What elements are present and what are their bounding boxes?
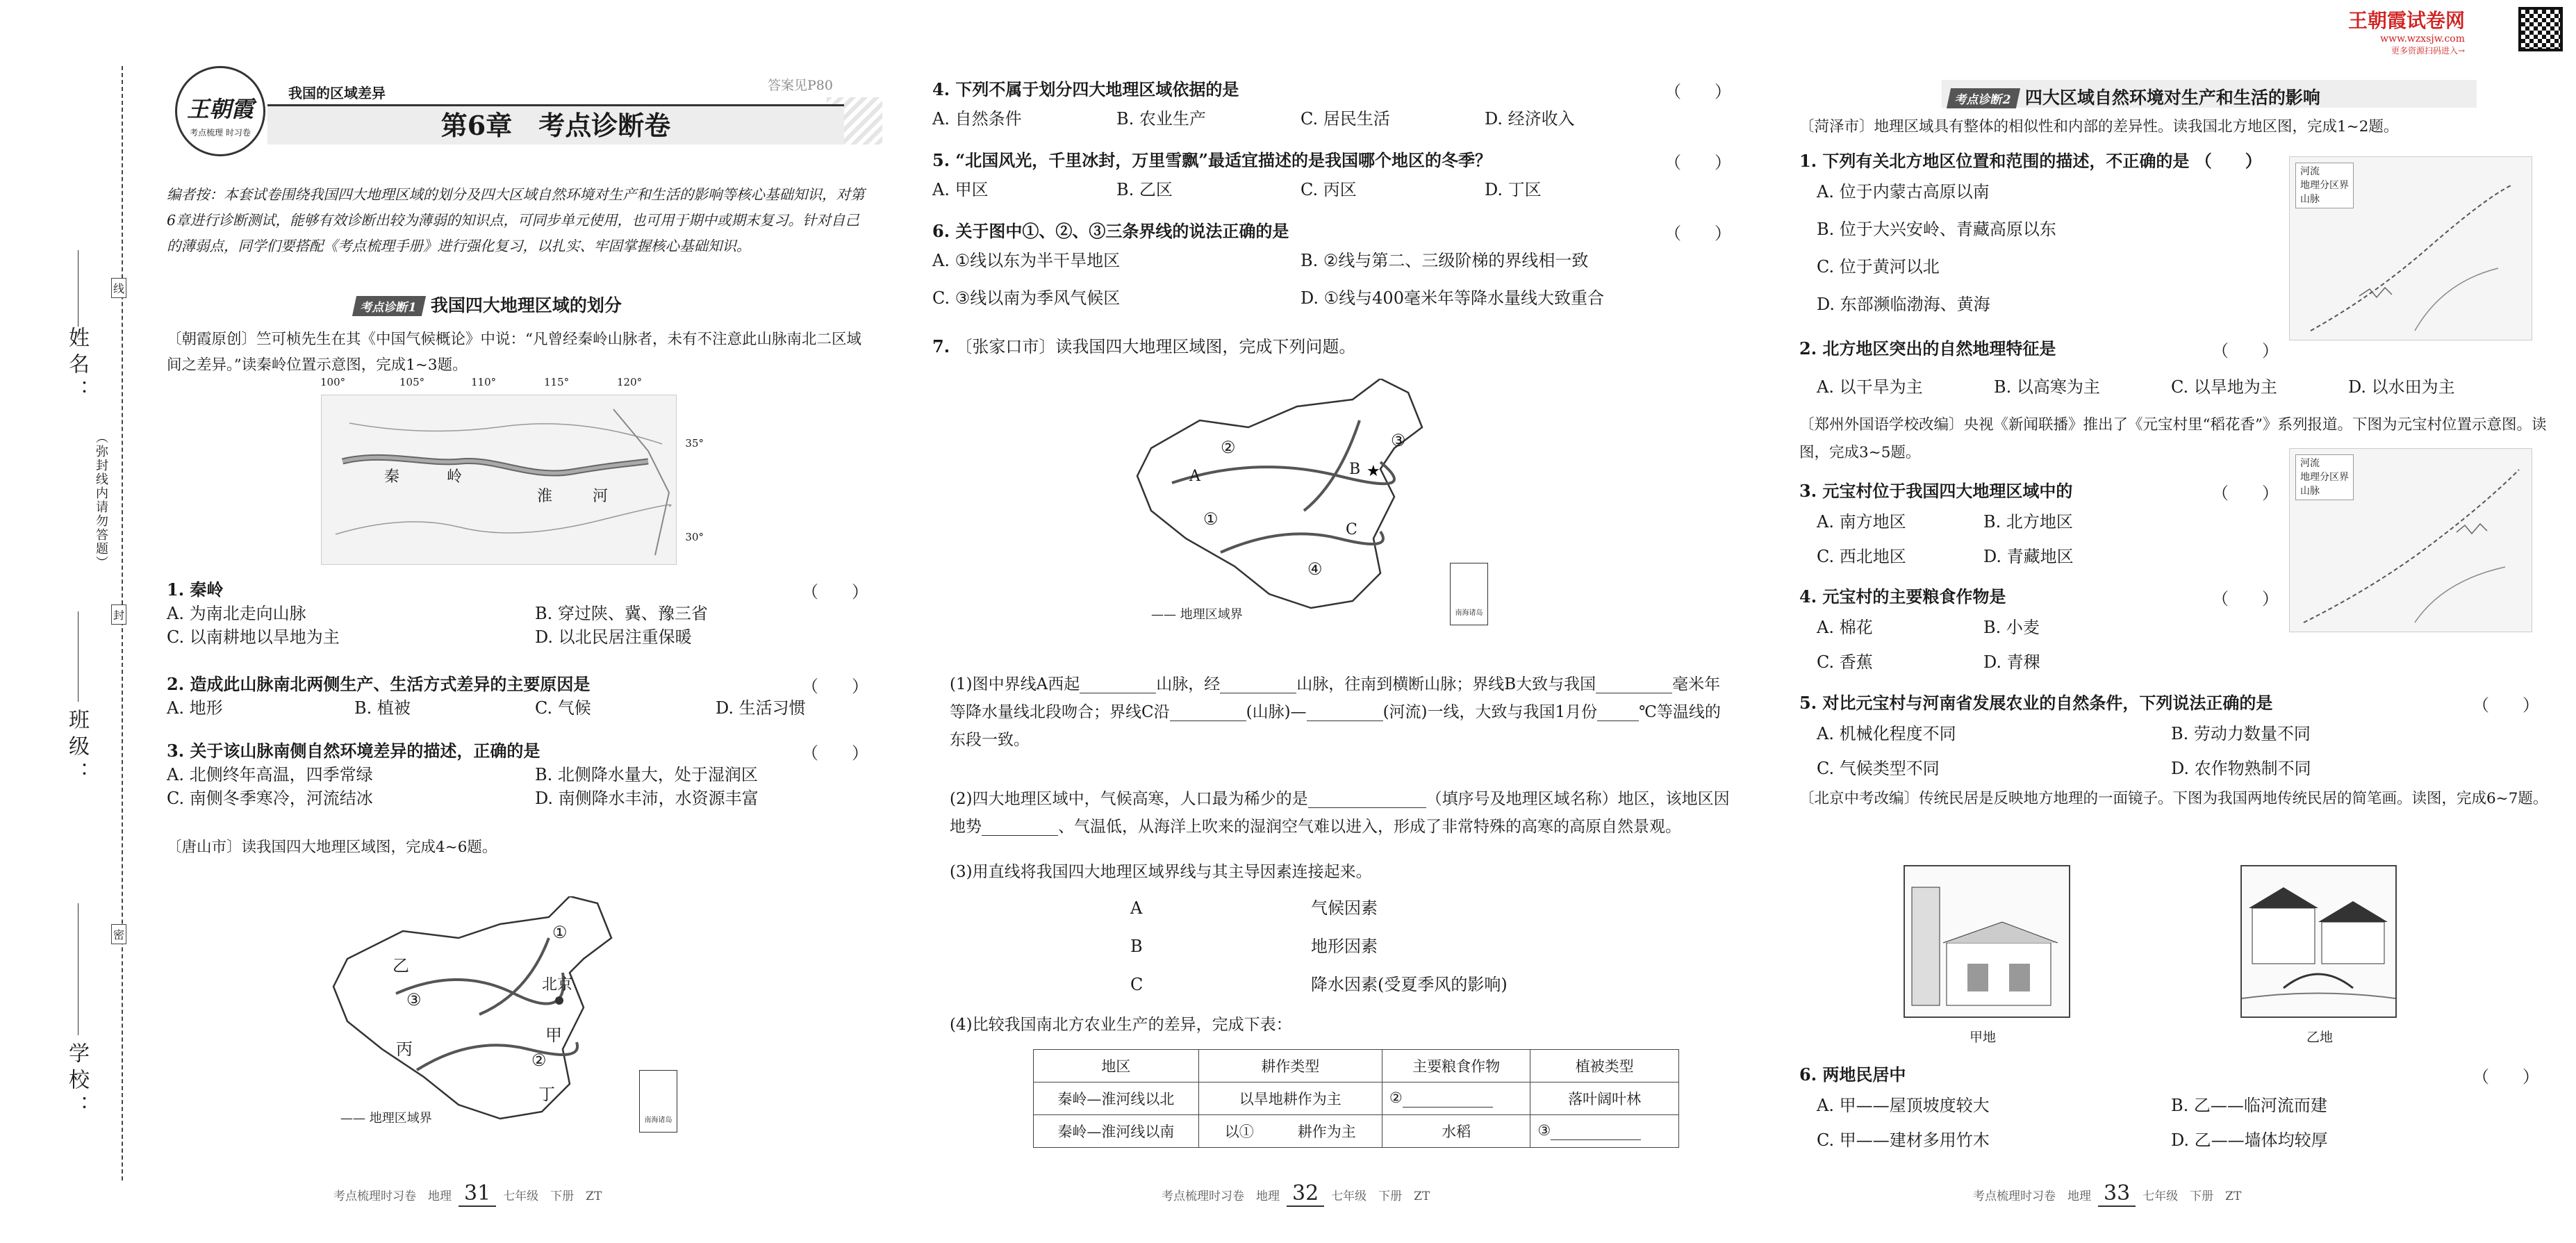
lon-100: 100° xyxy=(320,376,346,388)
table-cell: 秦岭—淮河线以北 xyxy=(1034,1083,1199,1115)
match-right-1[interactable]: 气候因素 xyxy=(1311,898,1378,918)
school-field[interactable] xyxy=(78,903,79,1035)
q4-option-b[interactable]: B. 农业生产 xyxy=(1116,109,1206,129)
table-cell: 秦岭—淮河线以南 xyxy=(1034,1115,1199,1148)
q7-sub1-part2: 山脉，经 xyxy=(1156,675,1221,693)
footer-32-right: 七年级 下册 ZT xyxy=(1331,1190,1430,1203)
q7-blank-7[interactable] xyxy=(1308,791,1426,808)
chapter-title: 第6章 考点诊断卷 xyxy=(440,110,671,141)
match-left-A[interactable]: A xyxy=(1130,898,1143,918)
p3-q5-option-c[interactable]: C. 气候类型不同 xyxy=(1817,759,1940,778)
page-31 xyxy=(0,0,891,1243)
table-header: 主要粮食作物 xyxy=(1382,1050,1530,1083)
p3-q1-stem: 下列有关北方地区位置和范围的描述，不正确的是 xyxy=(1822,151,2190,171)
table-row xyxy=(1034,1083,1679,1115)
table-header: 耕作类型 xyxy=(1198,1050,1382,1083)
footer-33-page: 33 xyxy=(2098,1181,2136,1207)
qinling-map-figure xyxy=(322,395,677,566)
q2-stem: 造成此山脉南北两侧生产、生活方式差异的主要原因是 xyxy=(190,674,591,694)
footer-32-page: 32 xyxy=(1287,1181,1324,1207)
p3-q2-option-c[interactable]: C. 以旱地为主 xyxy=(2171,377,2277,397)
p3-q3-stem: 元宝村位于我国四大地理区域中的 xyxy=(1822,481,2073,501)
brand-name: 王朝霞 xyxy=(186,96,254,122)
q1-option-c[interactable]: C. 以南耕地以旱地为主 xyxy=(167,627,340,647)
footer-31 xyxy=(333,1181,602,1207)
map2-label-yi: 乙 xyxy=(393,956,409,976)
question-6 xyxy=(932,220,1731,324)
footer-33-left: 考点梳理时习卷 地理 xyxy=(1973,1190,2091,1203)
china-outline-2 xyxy=(1130,379,1492,643)
page-33 xyxy=(1765,0,2576,1243)
q6-num: 6. xyxy=(932,221,950,241)
p3-q3-num: 3. xyxy=(1799,481,1817,501)
q5-option-a[interactable]: A. 甲区 xyxy=(932,180,989,199)
brand-tag-2: 时习卷 xyxy=(225,128,251,138)
map3-inset: 南海诸岛 xyxy=(1450,563,1488,625)
p3-q4-answer-paren[interactable]: （ ） xyxy=(2212,589,2279,609)
q2-num: 2. xyxy=(167,674,185,694)
map3-legend: —— 地理区域界 xyxy=(1151,607,1243,622)
p3-q5-stem: 对比元宝村与河南省发展农业的自然条件，下列说法正确的是 xyxy=(1822,693,2273,713)
map3-label-B: B xyxy=(1349,461,1361,478)
class-field[interactable] xyxy=(78,611,79,702)
q2-option-c[interactable]: C. 气候 xyxy=(535,698,591,718)
q5-num: 5. xyxy=(932,150,950,170)
p3-q4-option-a[interactable]: A. 棉花 xyxy=(1817,618,1873,637)
q7-blank-3[interactable] xyxy=(1596,677,1672,693)
q7-blank-5[interactable] xyxy=(1307,705,1383,721)
p3-question-5 xyxy=(1799,691,2539,784)
table-cell[interactable]: 以① 耕作为主 xyxy=(1198,1115,1382,1148)
house-jia-figure xyxy=(1905,866,2069,1016)
map3-label-C: C xyxy=(1346,521,1357,538)
footer-31-left: 考点梳理时习卷 地理 xyxy=(333,1190,452,1203)
intro-p3b: 〔郑州外国语学校改编〕央视《新闻联播》推出了《元宝村里“稻花香”》系列报道。下图为元宝村位置示意图。读图，完成3~5题。 xyxy=(1799,416,2547,461)
legend-river: 河流 xyxy=(2300,458,2320,469)
q7-blank-1[interactable] xyxy=(1080,677,1156,693)
p3-question-2 xyxy=(1799,337,2279,361)
lon-120: 120° xyxy=(617,376,643,388)
q7-sub2-part1: (2)四大地理区域中，气候高寒，人口最为稀少的是 xyxy=(950,790,1308,808)
p3-q6-option-c[interactable]: C. 甲——建材多用竹木 xyxy=(1817,1130,1990,1150)
q7-sub1-part1: (1)图中界线A西起 xyxy=(950,675,1080,693)
q3-stem: 关于该山脉南侧自然环境差异的描述，正确的是 xyxy=(190,741,540,761)
table-header: 地区 xyxy=(1034,1050,1199,1083)
q5-stem: “北国风光，千里冰封，万里雪飘”最适宜描述的是我国哪个地区的冬季？ xyxy=(955,150,1492,170)
brand-tag-1: 考点梳理 xyxy=(190,128,224,138)
p3-q1-option-c[interactable]: C. 位于黄河以北 xyxy=(1817,257,1940,277)
map2-legend-text: 地理区域界 xyxy=(369,1111,432,1126)
p3-question-3 xyxy=(1799,479,2279,573)
name-field[interactable] xyxy=(78,250,79,327)
q7-sub-2 xyxy=(950,785,1731,841)
p3-q1-num: 1. xyxy=(1799,151,1817,171)
footer-32-left: 考点梳理时习卷 地理 xyxy=(1162,1190,1280,1203)
match-left-C[interactable]: C xyxy=(1130,975,1143,994)
lon-115: 115° xyxy=(544,376,570,388)
q3-option-b[interactable]: B. 北侧降水量大，处于湿润区 xyxy=(535,765,758,784)
q7-sub-3: (3)用直线将我国四大地理区域界线与其主导因素连接起来。 xyxy=(950,863,1372,881)
intro-1: 〔朝霞原创〕竺可桢先生在其《中国气候概论》中说：“凡曾经秦岭山脉者，未有不注意此山脉南北二区域间之差异。”读秦岭位置示意图，完成1~3题。 xyxy=(167,331,861,374)
site-promo: 更多资源扫码进入→ xyxy=(2391,46,2466,56)
map2-label-beijing: 北京 xyxy=(542,976,573,994)
q4-answer-paren[interactable]: （ ） xyxy=(1665,82,1731,101)
chapter-banner xyxy=(267,104,844,145)
map3-label-4: ④ xyxy=(1307,559,1323,579)
q4-num: 4. xyxy=(932,79,950,99)
p3-q3-option-b[interactable]: B. 北方地区 xyxy=(1983,512,2073,532)
match-left-B[interactable]: B xyxy=(1130,937,1143,956)
legend-boundary: 地理分区界 xyxy=(2300,180,2349,191)
map3-label-1: ① xyxy=(1203,509,1219,529)
name-label: 姓名： xyxy=(65,327,89,406)
p3-q2-answer-paren[interactable]: （ ） xyxy=(2212,341,2279,361)
p3-q4-stem: 元宝村的主要粮食作物是 xyxy=(1822,586,2006,607)
map3-legend-box xyxy=(2295,163,2354,208)
section-2-title: 四大区域自然环境对生产和生活的影响 xyxy=(2024,88,2320,108)
question-7-stem xyxy=(932,335,1731,359)
p3-q5-option-b[interactable]: B. 劳动力数量不同 xyxy=(2171,724,2311,743)
yuanbao-village-map xyxy=(2289,448,2532,632)
label-ling: 岭 xyxy=(447,468,463,486)
page-32 xyxy=(891,0,1765,1243)
footer-31-right: 七年级 下册 ZT xyxy=(503,1190,602,1203)
unit-title: 我国的区域差异 xyxy=(288,85,386,101)
q7-stem-text: 〔张家口市〕读我国四大地理区域图，完成下列问题。 xyxy=(955,337,1356,356)
intro-4: 〔唐山市〕读我国四大地理区域图，完成4~6题。 xyxy=(167,839,497,856)
q7-sub1-part3: 山脉，往南到横断山脉；界线B大致与我国 xyxy=(1296,675,1596,693)
q4-stem: 下列不属于划分四大地理区域依据的是 xyxy=(955,79,1239,99)
q1-num: 1. xyxy=(167,579,185,600)
q2-option-d[interactable]: D. 生活习惯 xyxy=(716,698,806,718)
q5-option-b[interactable]: B. 乙区 xyxy=(1116,180,1173,199)
p3-q1-option-d[interactable]: D. 东部濒临渤海、黄海 xyxy=(1817,295,1990,314)
p3-q3-answer-paren[interactable]: （ ） xyxy=(2212,484,2279,503)
p3-q4-num: 4. xyxy=(1799,586,1817,607)
map2-legend: —— 地理区域界 xyxy=(340,1111,432,1126)
seal-mark-secret: 密 xyxy=(111,924,126,944)
q7-sub-4: (4)比较我国南北方农业生产的差异，完成下表： xyxy=(950,1016,1292,1034)
question-5 xyxy=(932,149,1731,201)
label-huai: 淮 xyxy=(537,488,553,505)
q1-option-a[interactable]: A. 为南北走向山脉 xyxy=(167,604,306,623)
q1-stem: 秦岭 xyxy=(190,579,224,600)
section-2-tag: 考点诊断2 xyxy=(1947,88,2020,108)
q5-option-c[interactable]: C. 丙区 xyxy=(1301,180,1357,199)
footer-32 xyxy=(1162,1181,1430,1207)
q7-blank-2[interactable] xyxy=(1220,677,1296,693)
q7-sub1-part7: ℃等温线的东段一致。 xyxy=(950,703,1721,749)
question-1 xyxy=(167,578,868,649)
p3-q1-option-b[interactable]: B. 位于大兴安岭、青藏高原以东 xyxy=(1817,220,2056,239)
p3-q3-option-c[interactable]: C. 西北地区 xyxy=(1817,547,1906,566)
p3-q2-options xyxy=(1817,375,2546,399)
q6-option-a[interactable]: A. ①线以东为半干旱地区 xyxy=(932,251,1121,270)
map2-label-jia: 甲 xyxy=(545,1026,562,1045)
table-cell: 以旱地耕作为主 xyxy=(1198,1083,1382,1115)
label-he: 河 xyxy=(593,488,609,505)
answer-ref: 答案见P80 xyxy=(768,78,833,93)
q4-option-c[interactable]: C. 居民生活 xyxy=(1301,109,1390,129)
p3-q2-num: 2. xyxy=(1799,338,1817,359)
p3-q1-answer-paren[interactable]: （ ） xyxy=(2195,151,2262,171)
table-cell[interactable] xyxy=(1382,1083,1530,1115)
q6-option-c[interactable]: C. ③线以南为季风气候区 xyxy=(932,288,1121,308)
table-cell-blank-label: ③ xyxy=(1537,1122,1551,1139)
lon-105: 105° xyxy=(399,376,425,388)
agri-table xyxy=(1033,1049,1679,1148)
label-qin: 秦 xyxy=(384,468,400,486)
p3-q2-stem: 北方地区突出的自然地理特征是 xyxy=(1822,338,2056,359)
table-row xyxy=(1034,1115,1679,1148)
map2-label-2: ② xyxy=(531,1051,547,1070)
q2-option-b[interactable]: B. 植被 xyxy=(354,698,411,718)
p3-q4-option-b[interactable]: B. 小麦 xyxy=(1983,618,2040,637)
p3-q6-answer-paren[interactable]: （ ） xyxy=(2472,1067,2539,1087)
q6-answer-paren[interactable]: （ ） xyxy=(1665,224,1731,243)
map4-legend-box xyxy=(2295,454,2354,500)
section-1-title: 我国四大地理区域的划分 xyxy=(430,295,622,315)
qinling-map xyxy=(320,376,704,565)
table-blank-2[interactable] xyxy=(1403,1091,1493,1108)
lat-35: 35° xyxy=(685,437,704,450)
q3-num: 3. xyxy=(167,741,185,761)
china-region-map-2 xyxy=(1130,379,1492,643)
table-cell: 水稻 xyxy=(1382,1115,1530,1148)
q6-option-b[interactable]: B. ②线与第二、三级阶梯的界线相一致 xyxy=(1301,251,1589,270)
p3-q2-option-a[interactable]: A. 以干旱为主 xyxy=(1817,377,1923,397)
legend-boundary: 地理分区界 xyxy=(2300,472,2349,483)
table-header: 植被类型 xyxy=(1530,1050,1679,1083)
p3-q3-option-d[interactable]: D. 青藏地区 xyxy=(1983,547,2074,566)
map2-inset: 南海诸岛 xyxy=(639,1070,677,1133)
footer-33 xyxy=(1973,1181,2241,1207)
section-1-heading xyxy=(354,292,622,317)
question-4 xyxy=(932,78,1731,131)
map3-legend-text: 地理区域界 xyxy=(1180,607,1243,622)
house-jia-drawing xyxy=(1904,865,2070,1018)
p3-question-1 xyxy=(1799,149,2279,323)
p3-q6-option-a[interactable]: A. 甲——屋顶坡度较大 xyxy=(1817,1096,1990,1115)
footer-31-page: 31 xyxy=(459,1181,496,1207)
house-yi-drawing xyxy=(2240,865,2397,1018)
map2-label-1: ① xyxy=(552,923,568,942)
q1-option-d[interactable]: D. 以北民居注重保暖 xyxy=(535,627,692,647)
house-yi-label: 乙地 xyxy=(2306,1030,2334,1045)
school-label: 学校： xyxy=(65,1042,89,1121)
brand-logo xyxy=(175,66,265,156)
legend-mountain: 山脉 xyxy=(2300,194,2320,205)
table-cell[interactable] xyxy=(1530,1115,1679,1148)
editor-note: 编者按：本套试卷围绕我国四大地理区域的划分及四大区域自然环境对生产和生活的影响等核心基础知识，对第6章进行诊断测试，能够有效诊断出较为薄弱的知识点，可同步单元使用，也可用于期中或期末复习。针对自己的薄弱点，同学们要搭配《考点梳理手册》进行强化复习，以扎实、牢固掌握核心基础知识。 xyxy=(167,186,865,254)
q5-answer-paren[interactable]: （ ） xyxy=(1665,153,1731,172)
q4-option-d[interactable]: D. 经济收入 xyxy=(1485,109,1575,129)
table-blank-3[interactable] xyxy=(1551,1123,1641,1140)
table-header-row xyxy=(1034,1050,1679,1083)
map2-label-3: ③ xyxy=(406,990,422,1010)
house-yi-figure xyxy=(2242,866,2395,1016)
p3-q6-option-b[interactable]: B. 乙——临河流而建 xyxy=(2171,1096,2327,1115)
question-3 xyxy=(167,739,868,810)
north-region-map xyxy=(2289,156,2532,340)
house-jia-label: 甲地 xyxy=(1970,1030,1997,1045)
map3-label-2: ② xyxy=(1221,438,1236,457)
q2-answer-paren[interactable]: （ ） xyxy=(802,677,868,696)
p3-q6-stem: 两地民居中 xyxy=(1822,1064,1906,1085)
question-2 xyxy=(167,673,868,720)
match-right-2[interactable]: 地形因素 xyxy=(1311,937,1378,956)
map3-label-3: ③ xyxy=(1391,431,1406,450)
q7-sub-1 xyxy=(950,670,1731,754)
p3-question-4 xyxy=(1799,585,2279,678)
p3-q5-answer-paren[interactable]: （ ） xyxy=(2472,695,2539,715)
lon-110: 110° xyxy=(471,376,497,388)
svg-text:★: ★ xyxy=(1367,463,1380,480)
p3-q1-option-a[interactable]: A. 位于内蒙古高原以南 xyxy=(1817,182,1990,201)
p3-q6-option-d[interactable]: D. 乙——墙体均较厚 xyxy=(2171,1130,2328,1150)
q3-option-a[interactable]: A. 北侧终年高温，四季常绿 xyxy=(167,765,373,784)
match-right-3[interactable]: 降水因素(受夏季风的影响) xyxy=(1311,975,1508,994)
q7-blank-4[interactable] xyxy=(1170,705,1246,721)
q5-option-d[interactable]: D. 丁区 xyxy=(1485,180,1542,199)
p3-q4-option-c[interactable]: C. 香蕉 xyxy=(1817,652,1873,672)
section-2-heading xyxy=(1942,80,2477,108)
seal-mark-seal: 封 xyxy=(111,604,126,625)
china-region-map-1 xyxy=(320,896,681,1160)
p3-q6-num: 6. xyxy=(1799,1064,1817,1085)
map3-label-A: A xyxy=(1189,468,1200,485)
intro-p3: 〔菏泽市〕地理区域具有整体的相似性和内部的差异性。读我国北方地区图，完成1~2题。 xyxy=(1799,118,2399,135)
q6-option-d[interactable]: D. ①线与400毫米年等降水量线大致重合 xyxy=(1301,288,1604,308)
footer-33-right: 七年级 下册 ZT xyxy=(2142,1190,2242,1203)
q7-sub2-part2: （填序号及地理区域名称）地区，该地区因地势 xyxy=(950,790,1730,836)
p3-q2-option-d[interactable]: D. 以水田为主 xyxy=(2348,377,2455,397)
site-url: www.wzxsjw.com xyxy=(2380,33,2466,44)
p3-q3-option-a[interactable]: A. 南方地区 xyxy=(1817,512,1906,532)
p3-q5-num: 5. xyxy=(1799,693,1817,713)
table-cell-blank-label: ② xyxy=(1389,1089,1403,1107)
site-badge[interactable] xyxy=(2348,6,2465,56)
q7-blank-6[interactable] xyxy=(1597,705,1639,721)
p3-q5-option-a[interactable]: A. 机械化程度不同 xyxy=(1817,724,1956,743)
q7-blank-8[interactable] xyxy=(982,819,1058,836)
table-cell: 落叶阔叶林 xyxy=(1530,1083,1679,1115)
p3-q5-option-d[interactable]: D. 农作物熟制不同 xyxy=(2171,759,2311,778)
q6-stem: 关于图中①、②、③三条界线的说法正确的是 xyxy=(955,221,1289,241)
q7-sub2-part3: 、气温低，从海洋上吹来的湿润空气难以进入，形成了非常特殊的高寒的高原自然景观。 xyxy=(1058,818,1681,836)
p3-q2-option-b[interactable]: B. 以高寒为主 xyxy=(1994,377,2100,397)
p3-q4-option-d[interactable]: D. 青稞 xyxy=(1983,652,2040,672)
map2-label-ding: 丁 xyxy=(538,1085,555,1104)
q7-sub1-part6: (河流)一线，大致与我国1月份 xyxy=(1382,703,1598,721)
map2-label-bing: 丙 xyxy=(396,1039,413,1059)
section-1-tag: 考点诊断1 xyxy=(352,296,426,316)
legend-river: 河流 xyxy=(2300,166,2320,177)
legend-mountain: 山脉 xyxy=(2300,486,2320,497)
q7-sub1-part5: (山脉)— xyxy=(1246,703,1307,721)
q7-num: 7. xyxy=(932,336,950,356)
class-label: 班级： xyxy=(65,709,89,788)
q1-answer-paren[interactable]: （ ） xyxy=(802,582,868,602)
q3-option-c[interactable]: C. 南侧冬季寒冷，河流结冰 xyxy=(167,789,373,808)
q2-option-a[interactable]: A. 地形 xyxy=(167,698,223,718)
qr-code[interactable] xyxy=(2518,7,2563,51)
q3-answer-paren[interactable]: （ ） xyxy=(802,743,868,763)
binding-notice: （弥封线内请勿答题） xyxy=(94,431,108,570)
site-name: 王朝霞试卷网 xyxy=(2348,9,2466,32)
q4-option-a[interactable]: A. 自然条件 xyxy=(932,109,1022,129)
lat-30: 30° xyxy=(685,531,704,543)
q7-sub1-part4: 毫米年等降水量线北段吻合；界线C沿 xyxy=(950,675,1721,721)
q1-option-b[interactable]: B. 穿过陕、冀、豫三省 xyxy=(535,604,708,623)
seal-mark-line: 线 xyxy=(111,278,126,298)
intro-p3c: 〔北京中考改编〕传统民居是反映地方地理的一面镜子。下图为我国两地传统民居的简笔画。读图，完成6~7题。 xyxy=(1799,790,2548,807)
q3-option-d[interactable]: D. 南侧降水丰沛，水资源丰富 xyxy=(535,789,759,808)
p3-question-6 xyxy=(1799,1063,2539,1156)
